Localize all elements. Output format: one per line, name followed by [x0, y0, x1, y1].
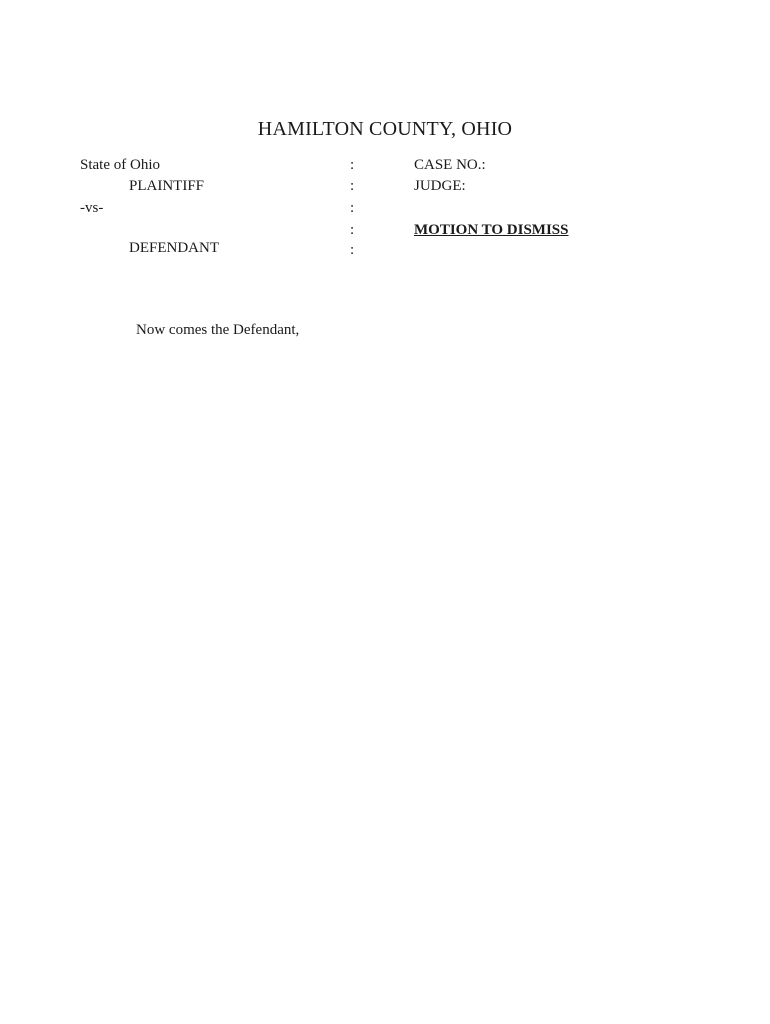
plaintiff-role: PLAINTIFF — [129, 178, 205, 194]
versus-label: -vs- — [80, 200, 104, 216]
plaintiff-name: State of Ohio — [80, 157, 160, 173]
motion-title: MOTION TO DISMISS — [414, 222, 569, 238]
case-no-label: CASE NO.: — [414, 157, 486, 173]
judge-label: JUDGE: — [414, 178, 466, 194]
court-heading: HAMILTON COUNTY, OHIO — [257, 118, 513, 140]
caption-separator: : — [350, 178, 355, 194]
caption-separator: : — [350, 157, 355, 173]
body-opening: Now comes the Defendant, — [136, 322, 300, 338]
caption-separator: : — [350, 222, 355, 238]
caption-separator: : — [350, 200, 355, 216]
caption-separator: : — [350, 242, 355, 258]
defendant-role: DEFENDANT — [129, 240, 219, 256]
